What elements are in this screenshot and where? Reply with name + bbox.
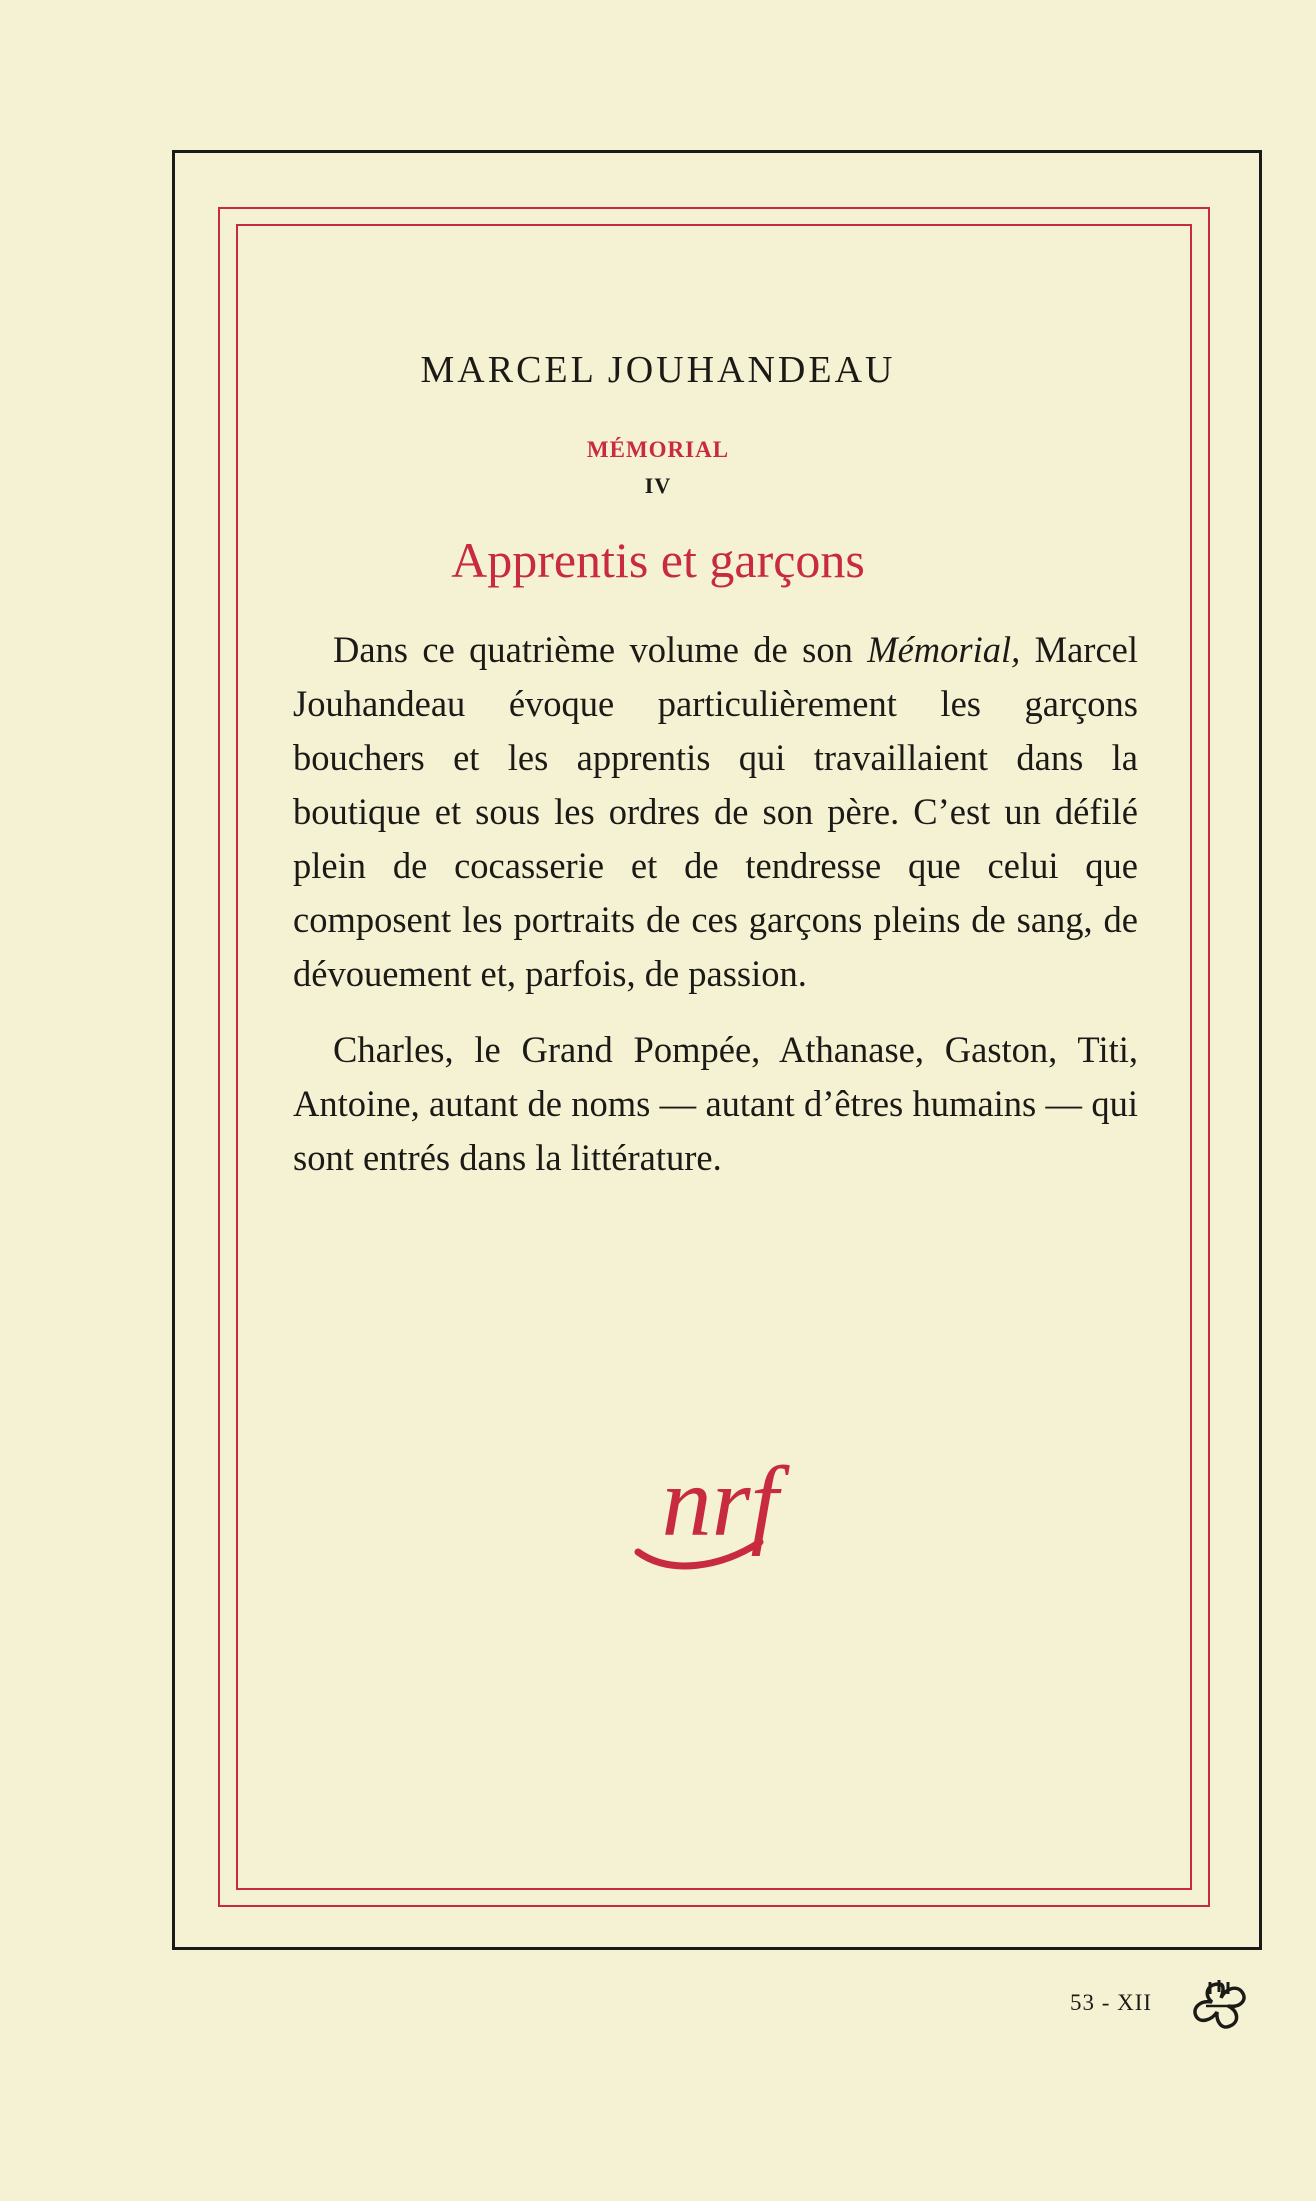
blurb-p1-italic: Mémorial, (867, 629, 1021, 670)
author-name: MARCEL JOUHANDEAU (420, 349, 896, 391)
catalog-number: 53 - XII (1070, 1990, 1153, 2015)
book-title: Apprentis et garçons (451, 532, 865, 588)
blurb-paragraph-1 (293, 623, 1138, 1001)
nrf-logo-icon (600, 1440, 840, 1580)
nrf-logo-text: nrf (661, 1446, 779, 1557)
blurb-paragraph-2: Charles, le Grand Pompée, Athanase, Gaston, Titi, Antoine, autant de noms — autant d’êtres humains — qui sont entrés dans la littérature. (293, 1029, 1138, 1178)
gallimard-emblem-icon (1186, 1978, 1252, 2034)
blurb (293, 623, 1138, 1185)
blurb-p1-end: Marcel Jouhandeau évoque particulièrement les garçons bouchers et les apprentis qui travaillaient dans la boutique et sous les ordres de son père. C’est un défilé plein de cocasserie et de tendresse que celui que composent les portraits de ces garçons pleins de sang, de dévouement et, parfois, de passion. (293, 629, 1139, 994)
volume-number: IV (644, 473, 672, 498)
blurb-p1-start: Dans ce quatrième volume de son (333, 629, 868, 670)
series-title: MÉMORIAL (586, 437, 730, 462)
